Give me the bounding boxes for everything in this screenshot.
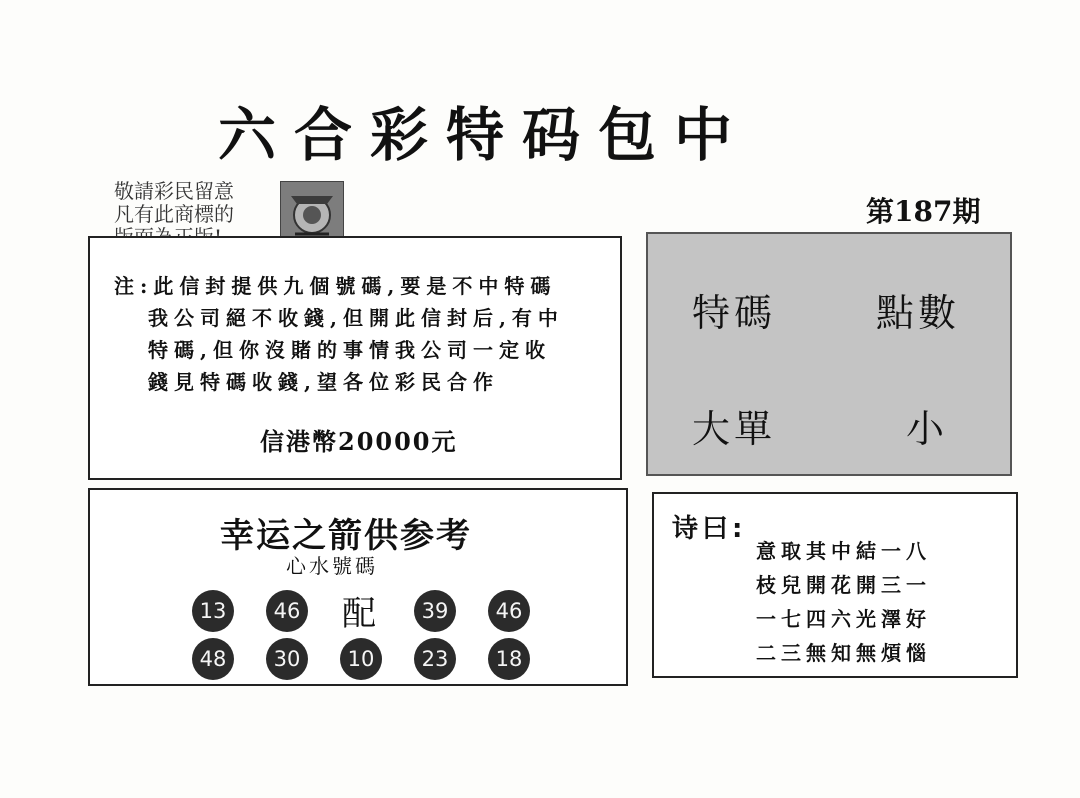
notice-line: 敬請彩民留意 xyxy=(114,179,234,203)
lucky-numbers-box xyxy=(88,488,628,686)
poem-line: 一七四六光澤好 xyxy=(756,607,931,631)
number-ball: 10 xyxy=(340,638,382,680)
poem-line: 枝兒開花開三一 xyxy=(756,573,931,597)
special-code-label: 特碼 xyxy=(692,291,777,335)
disclaimer-line: 特碼,但你沒賭的事情我公司一定收 xyxy=(148,338,551,362)
trademark-emblem-icon xyxy=(281,182,343,244)
number-ball: 18 xyxy=(488,638,530,680)
poem-line: 二三無知無煩惱 xyxy=(756,641,931,665)
disclaimer-line: 注:此信封提供九個號碼,要是不中特碼 xyxy=(114,274,557,298)
number-ball: 30 xyxy=(266,638,308,680)
pair-label: 配 xyxy=(342,594,376,634)
number-ball: 13 xyxy=(192,590,234,632)
bonus-amount: 信港幣20000元 xyxy=(260,427,458,456)
disclaimer-line: 我公司絕不收錢,但開此信封后,有中 xyxy=(148,306,564,330)
page-title: 六合彩特码包中 xyxy=(218,101,751,169)
lucky-subtitle: 心水號碼 xyxy=(286,554,378,578)
number-ball: 39 xyxy=(414,590,456,632)
number-ball: 46 xyxy=(266,590,308,632)
disclaimer-line: 錢見特碼收錢,望各位彩民合作 xyxy=(148,370,499,394)
poem-box xyxy=(652,492,1018,678)
disclaimer-box xyxy=(88,236,622,480)
number-ball: 48 xyxy=(192,638,234,680)
special-code-value: 大單 xyxy=(692,407,777,451)
issue-number: 第187期 xyxy=(866,195,981,228)
special-code-panel xyxy=(646,232,1012,476)
notice-line: 凡有此商標的 xyxy=(114,202,234,226)
number-ball: 23 xyxy=(414,638,456,680)
poem-heading: 诗曰: xyxy=(672,514,747,544)
points-value: 小 xyxy=(906,407,949,451)
poem-line: 意取其中結一八 xyxy=(756,539,931,563)
lucky-title: 幸运之箭供参考 xyxy=(220,516,472,556)
number-ball: 46 xyxy=(488,590,530,632)
points-label: 點數 xyxy=(876,291,961,335)
